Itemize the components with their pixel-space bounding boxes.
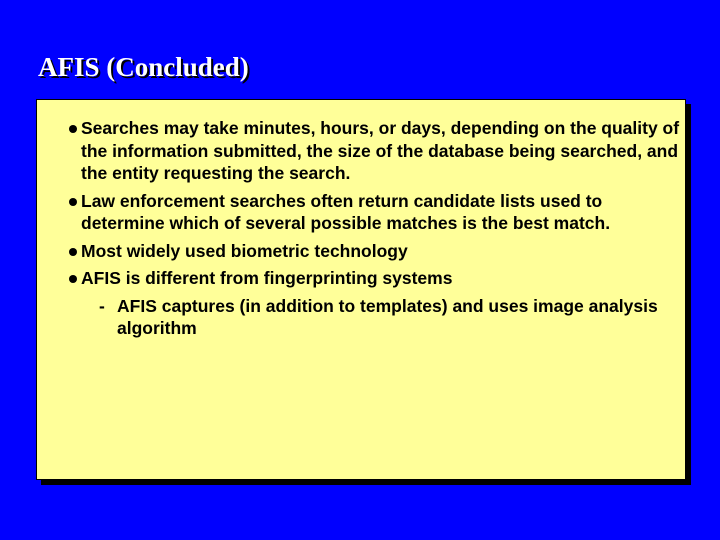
bullet-list — [37, 117, 685, 340]
bullet-item — [81, 117, 685, 185]
bullet-dot-icon — [69, 248, 77, 256]
bullet-text: Searches may take minutes, hours, or days, depending on the quality of the information submitted, the size of the database being searched, and the entity requesting the search. — [81, 118, 680, 183]
bullet-text: Most widely used biometric technology — [81, 240, 408, 261]
bullet-dot-icon — [69, 198, 77, 206]
bullet-dot-icon — [69, 125, 77, 133]
bullet-item — [81, 267, 685, 290]
bullet-dot-icon — [69, 275, 77, 283]
sub-bullet-text: AFIS captures (in addition to templates) and uses image analysis algorithm — [117, 295, 658, 338]
bullet-text: AFIS is different from fingerprinting systems — [81, 268, 453, 288]
bullet-item — [81, 240, 685, 263]
bullet-text: Law enforcement searches often return candidate lists used to determine which of several possible matches is the best match. — [81, 190, 611, 233]
content-panel — [36, 99, 686, 480]
dash-icon: - — [99, 295, 105, 316]
slide-title: AFIS (Concluded) — [38, 52, 249, 82]
sub-bullet-item — [99, 295, 685, 340]
bullet-item — [81, 190, 685, 235]
